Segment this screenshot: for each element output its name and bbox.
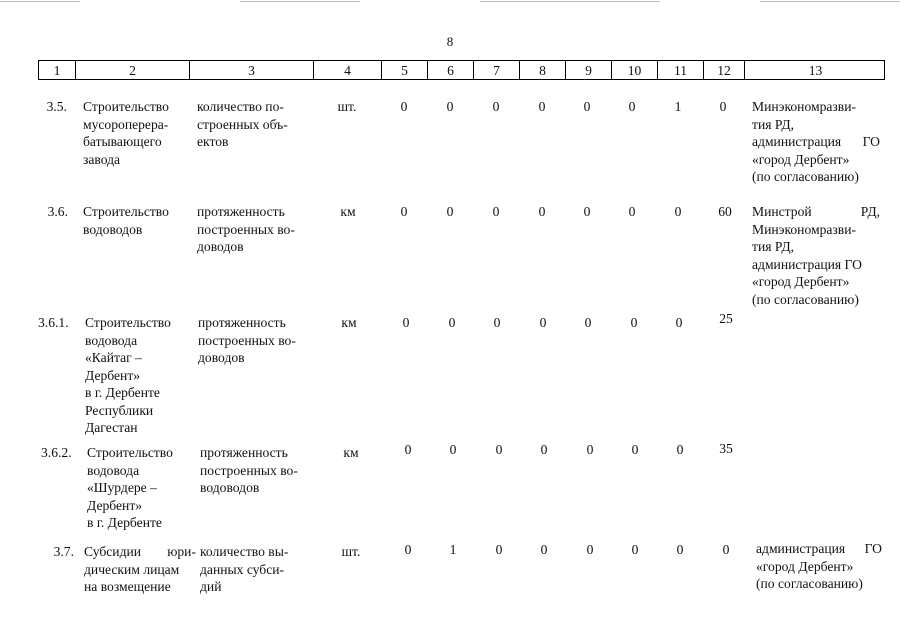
row-name-line: Субсидии юри- — [84, 544, 196, 559]
value-cell: 0 — [493, 315, 501, 330]
row-name-line: Строительство — [83, 204, 169, 219]
row-name — [83, 98, 195, 168]
row-name-line: водоводов — [83, 221, 143, 237]
row-name-line: Строительство — [83, 99, 169, 114]
row-executor-line: тия РД, — [752, 116, 795, 132]
value-cell: 0 — [722, 542, 730, 557]
row-executor-line: администрация ГО — [752, 134, 880, 149]
value-cell: 0 — [583, 99, 591, 114]
row-indicator — [197, 98, 317, 151]
value-cell: 60 — [718, 204, 732, 219]
row-indicator — [197, 203, 317, 256]
row-name-line: завода — [83, 151, 121, 167]
table-header — [38, 60, 885, 80]
row-indicator-line: доводов — [197, 239, 244, 254]
value-cell: 0 — [540, 442, 548, 457]
row-indicator-line: данных субси- — [200, 561, 285, 577]
row-executor-line: (по согласованию) — [752, 291, 859, 307]
row-name-line: батывающего — [83, 134, 162, 149]
row-indicator-line: протяженность — [200, 445, 288, 460]
header-cell: 2 — [76, 61, 190, 79]
row-executor-line: Минстрой РД, — [752, 204, 880, 219]
value-cell: 0 — [628, 99, 636, 114]
row-name-line: Дагестан — [85, 420, 138, 435]
value-cell: 0 — [538, 99, 546, 114]
row-code: 3.6.1. — [38, 315, 69, 330]
row-executor-line: «город Дербент» — [756, 558, 854, 574]
row-name-line: Строительство — [87, 445, 173, 460]
row-executor — [756, 540, 882, 593]
value-cell: 0 — [446, 204, 454, 219]
value-cell: 0 — [495, 442, 503, 457]
row-name — [85, 314, 197, 437]
value-cell: 0 — [676, 442, 684, 457]
row-name — [84, 543, 196, 596]
value-cell: 0 — [492, 204, 500, 219]
header-cell: 9 — [566, 61, 612, 79]
row-indicator-line: дий — [200, 579, 222, 594]
row-indicator-line: протяженность — [198, 315, 286, 330]
row-executor — [752, 203, 880, 308]
row-code: 3.5. — [46, 99, 67, 114]
header-cell: 8 — [520, 61, 566, 79]
header-cell: 12 — [704, 61, 745, 79]
row-indicator-line: построенных во- — [198, 332, 296, 348]
row-name — [83, 203, 195, 238]
row-indicator — [200, 543, 320, 596]
value-cell: 0 — [404, 542, 412, 557]
value-cell: 25 — [719, 311, 733, 326]
row-name-line: «Шурдере – — [87, 480, 157, 495]
value-cell: 0 — [449, 442, 457, 457]
scan-mark — [0, 1, 80, 2]
row-name — [87, 444, 199, 532]
row-name-line: Дербент» — [87, 497, 143, 513]
row-indicator-line: строенных объ- — [197, 116, 288, 132]
header-cell: 6 — [428, 61, 474, 79]
value-cell: 0 — [495, 542, 503, 557]
row-executor-line: администрация ГО — [752, 256, 862, 272]
value-cell: 1 — [674, 99, 682, 114]
row-executor — [752, 98, 880, 186]
value-cell: 0 — [586, 442, 594, 457]
row-name-line: Строительство — [85, 315, 171, 330]
value-cell: 0 — [446, 99, 454, 114]
row-indicator — [200, 444, 320, 497]
value-cell: 0 — [630, 315, 638, 330]
value-cell: 0 — [539, 315, 547, 330]
header-cell: 11 — [658, 61, 704, 79]
row-executor-line: тия РД, — [752, 239, 795, 254]
header-cell: 4 — [314, 61, 382, 79]
header-cell: 7 — [474, 61, 520, 79]
value-cell: 0 — [586, 542, 594, 557]
row-name-line: водовода — [87, 462, 140, 478]
row-executor-line: «город Дербент» — [752, 274, 850, 289]
value-cell: 0 — [400, 99, 408, 114]
scan-mark — [480, 1, 660, 2]
row-name-line: Республики — [85, 402, 154, 418]
row-code: 3.6.2. — [41, 445, 72, 460]
value-cell: 0 — [719, 99, 727, 114]
header-cell: 13 — [808, 63, 823, 78]
scan-mark — [760, 1, 900, 2]
header-cell: 10 — [612, 61, 658, 79]
row-name-line: водовода — [85, 332, 138, 348]
row-unit: шт. — [337, 99, 357, 114]
value-cell: 0 — [540, 542, 548, 557]
row-name-line: в г. Дербенте — [85, 385, 160, 400]
row-indicator-line: водоводов — [200, 480, 260, 495]
value-cell: 0 — [675, 315, 683, 330]
value-cell: 0 — [631, 442, 639, 457]
row-code: 3.6. — [47, 204, 68, 219]
value-cell: 0 — [404, 442, 412, 457]
row-indicator — [198, 314, 318, 367]
row-executor-line: «город Дербент» — [752, 151, 850, 167]
header-cell: 5 — [382, 61, 428, 79]
row-indicator-line: количество по- — [197, 99, 284, 114]
value-cell: 0 — [676, 542, 684, 557]
header-cell: 3 — [190, 61, 314, 79]
value-cell: 35 — [719, 441, 733, 456]
row-executor-line: администрация ГО — [756, 541, 882, 556]
value-cell: 0 — [631, 542, 639, 557]
row-indicator-line: доводов — [198, 350, 245, 365]
row-executor-line: Минэкономразви- — [752, 99, 857, 114]
row-name-line: «Кайтаг – — [85, 350, 142, 365]
row-executor-line: Минэкономразви- — [752, 221, 857, 237]
value-cell: 1 — [449, 542, 457, 557]
value-cell: 0 — [674, 204, 682, 219]
row-name-line: дическим лицам — [84, 561, 180, 577]
page-number: 8 — [446, 34, 454, 49]
row-unit: км — [343, 445, 359, 460]
value-cell: 0 — [628, 204, 636, 219]
row-name-line: на возмещение — [84, 579, 171, 594]
row-name-line: Дербент» — [85, 367, 141, 383]
row-indicator-line: протяженность — [197, 204, 285, 219]
value-cell: 0 — [402, 315, 410, 330]
header-cell: 1 — [39, 61, 76, 79]
row-code: 3.7. — [53, 544, 74, 559]
row-executor-line: (по согласованию) — [752, 169, 859, 184]
row-unit: км — [341, 315, 357, 330]
value-cell: 0 — [448, 315, 456, 330]
value-cell: 0 — [584, 315, 592, 330]
value-cell: 0 — [538, 204, 546, 219]
row-unit: шт. — [341, 544, 361, 559]
value-cell: 0 — [583, 204, 591, 219]
scan-mark — [240, 1, 360, 2]
row-name-line: в г. Дербенте — [87, 515, 162, 530]
row-indicator-line: количество вы- — [200, 544, 289, 559]
row-indicator-line: ектов — [197, 134, 229, 149]
row-indicator-line: построенных во- — [197, 221, 295, 237]
row-executor-line: (по согласованию) — [756, 576, 863, 591]
row-unit: км — [340, 204, 356, 219]
row-indicator-line: построенных во- — [200, 462, 298, 478]
row-name-line: мусоропереpa- — [83, 116, 169, 132]
value-cell: 0 — [400, 204, 408, 219]
value-cell: 0 — [492, 99, 500, 114]
